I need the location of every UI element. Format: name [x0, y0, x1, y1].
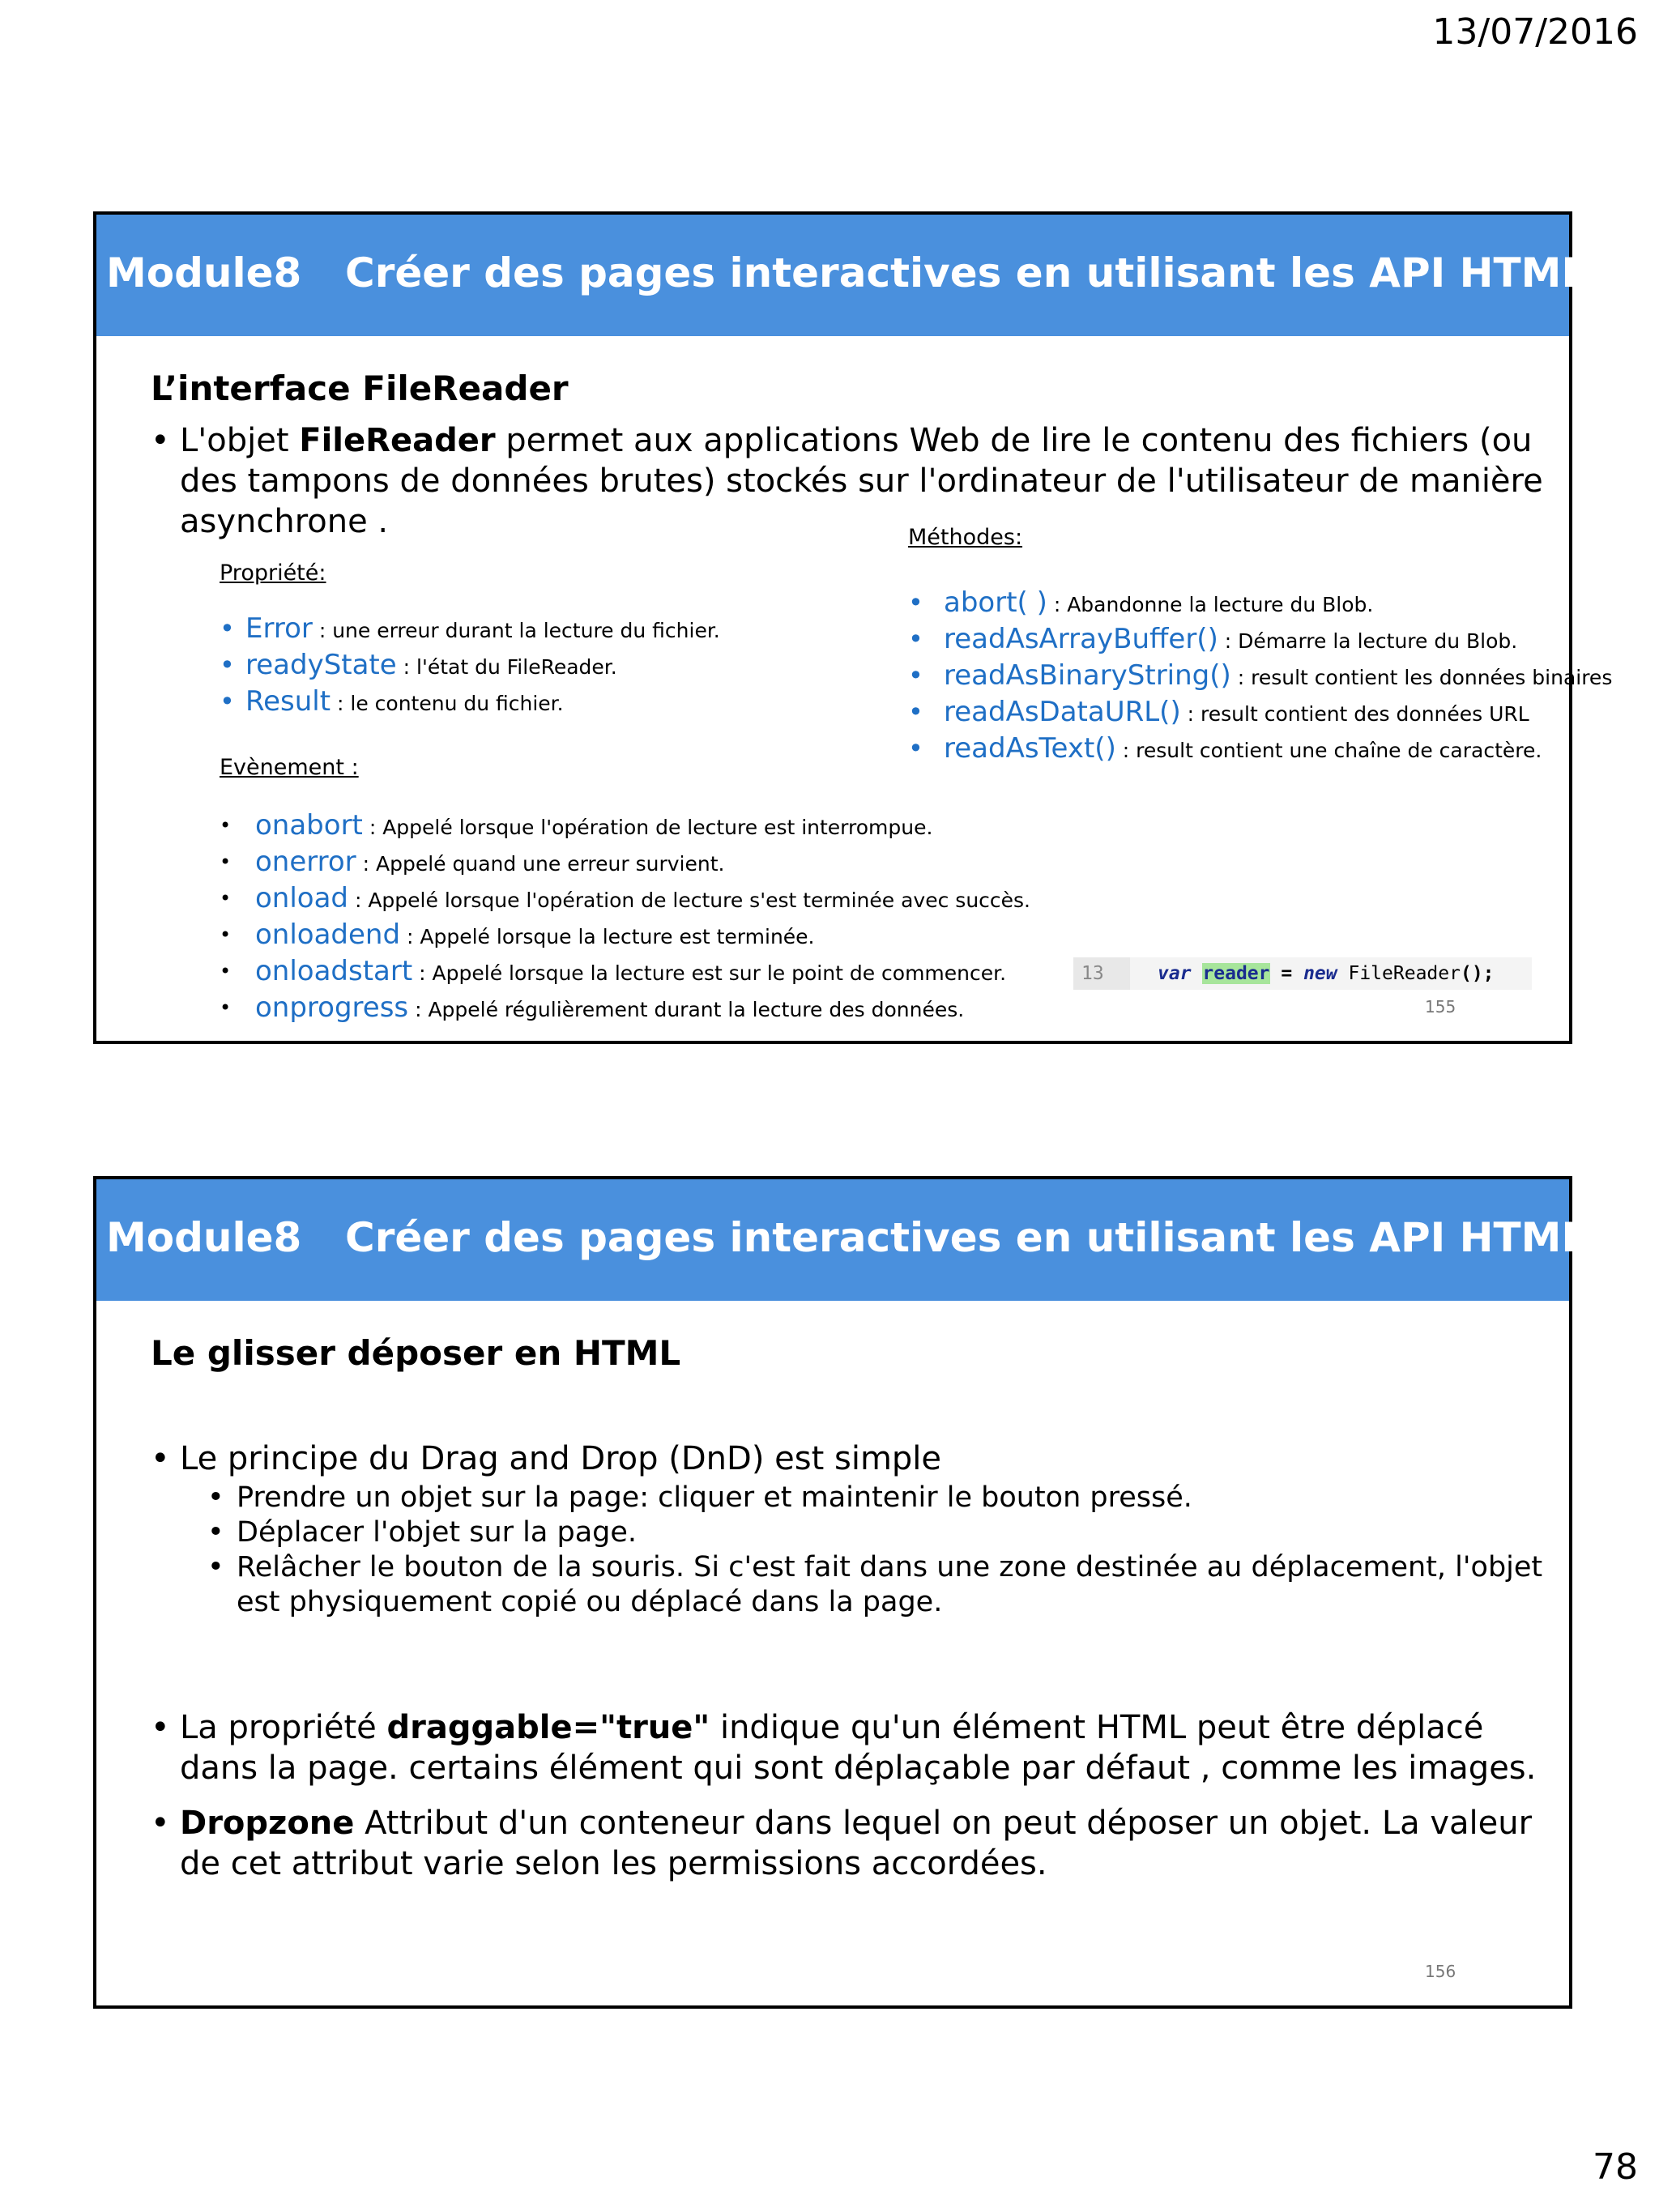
event-item-description: : Appelé lorsque la lecture est sur le point de commencer. [412, 961, 1007, 985]
step-item: • Déplacer l'objet sur la page. [207, 1515, 1544, 1550]
property-item-name: Result [245, 685, 331, 718]
method-item [908, 586, 1612, 622]
slide-number: 156 [1425, 1962, 1456, 1981]
method-item-name: readAsText() [944, 732, 1116, 765]
method-item-description: : result contient les données binaires [1230, 666, 1613, 689]
method-item-name: readAsBinaryString() [944, 659, 1231, 692]
principle-bullet: • Le principe du Drag and Drop (DnD) est simple [151, 1438, 1544, 1479]
event-item-description: : Appelé régulièrement durant la lecture des données. [408, 998, 965, 1021]
event-item-name: onloadend [255, 918, 401, 951]
event-item-name: onerror [255, 846, 356, 878]
slide-filereader [93, 211, 1615, 1044]
method-item-name: abort( ) [944, 586, 1047, 619]
method-item [908, 695, 1612, 731]
slide-title: Créer des pages interactives en utilisant les API HTML5 [345, 1214, 1615, 1261]
code-line: var reader = new FileReader(); [1158, 963, 1495, 984]
intro-paragraph [151, 420, 1544, 542]
method-item-description: : Abandonne la lecture du Blob. [1047, 593, 1374, 616]
module-label: Module8 [106, 249, 302, 296]
property-item-description: : le contenu du fichier. [331, 692, 564, 715]
slide-heading: L’interface FileReader [151, 369, 569, 408]
method-item [908, 658, 1612, 695]
event-item [220, 881, 1030, 918]
page-number: 78 [1593, 2146, 1638, 2188]
module-label: Module8 [106, 1214, 302, 1261]
event-item-description: : Appelé lorsque l'opération de lecture s'est terminée avec succès. [348, 889, 1031, 912]
methods-label: Méthodes: [908, 525, 1023, 550]
intro-bullet: • L'objet FileReader permet aux applications Web de lire le contenu des fichiers (ou des tampons de données brutes) stockés sur l'ordinateur de l'utilisateur de manière asynchrone . [151, 420, 1544, 542]
event-item-description: : Appelé lorsque la lecture est terminée. [400, 925, 815, 948]
method-item-name: readAsArrayBuffer() [944, 623, 1218, 655]
event-item [220, 991, 1030, 1027]
event-item-name: onload [255, 882, 349, 914]
draggable-bullet: • La propriété draggable="true" indique qu'un élément HTML peut être déplacé dans la page. certains élément qui sont déplaçable par défaut , comme les images. [151, 1707, 1544, 1788]
events-list [220, 808, 1030, 1027]
event-item-description: : Appelé quand une erreur survient. [356, 852, 725, 876]
property-item-name: Error [245, 612, 313, 645]
method-item [908, 622, 1612, 658]
steps-list [151, 1481, 1544, 1620]
method-item-name: readAsDataURL() [944, 696, 1181, 728]
method-item [908, 731, 1612, 768]
slide-header [96, 215, 1615, 336]
attributes-block [151, 1707, 1544, 1884]
event-item-name: onabort [255, 809, 363, 842]
dropzone-bullet: • Dropzone Attribut d'un conteneur dans lequel on peut déposer un objet. La valeur de cet attribut varie selon les permissions accordées. [151, 1803, 1544, 1884]
event-item-name: onprogress [255, 991, 409, 1024]
slide-drag-drop [93, 1176, 1615, 2009]
properties-list [220, 612, 720, 721]
event-item [220, 845, 1030, 881]
slide-heading: Le glisser déposer en HTML [151, 1333, 681, 1373]
event-item [220, 918, 1030, 954]
step-item: • Relâcher le bouton de la souris. Si c'est fait dans une zone destinée au déplacement, l'objet est physiquement copié ou déplacé dans la page. [207, 1550, 1544, 1620]
events-label: Evènement : [220, 755, 359, 780]
event-item-name: onloadstart [255, 955, 413, 987]
code-snippet [1073, 957, 1532, 990]
property-item [220, 612, 720, 648]
step-item: • Prendre un objet sur la page: cliquer et maintenir le bouton pressé. [207, 1481, 1544, 1515]
method-item-description: : result contient une chaîne de caractère. [1115, 739, 1542, 762]
property-item [220, 684, 720, 721]
slide-header [96, 1179, 1615, 1301]
page-date: 13/07/2016 [1432, 11, 1638, 53]
property-item-description: : une erreur durant la lecture du fichier. [312, 619, 720, 642]
method-item-description: : result contient des données URL [1180, 702, 1529, 726]
slide-title: Créer des pages interactives en utilisant les API HTML5 [345, 249, 1615, 296]
event-item [220, 808, 1030, 845]
property-item-name: readyState [245, 649, 397, 681]
code-line-number: 13 [1073, 957, 1130, 990]
slide-number: 155 [1425, 997, 1456, 1016]
methods-list [908, 586, 1612, 768]
property-item-description: : l'état du FileReader. [396, 655, 617, 679]
property-item [220, 648, 720, 684]
event-item [220, 954, 1030, 991]
method-item-description: : Démarre la lecture du Blob. [1218, 629, 1518, 653]
properties-label: Propriété: [220, 560, 326, 586]
principle-block [151, 1438, 1544, 1620]
event-item-description: : Appelé lorsque l'opération de lecture est interrompue. [362, 816, 933, 839]
